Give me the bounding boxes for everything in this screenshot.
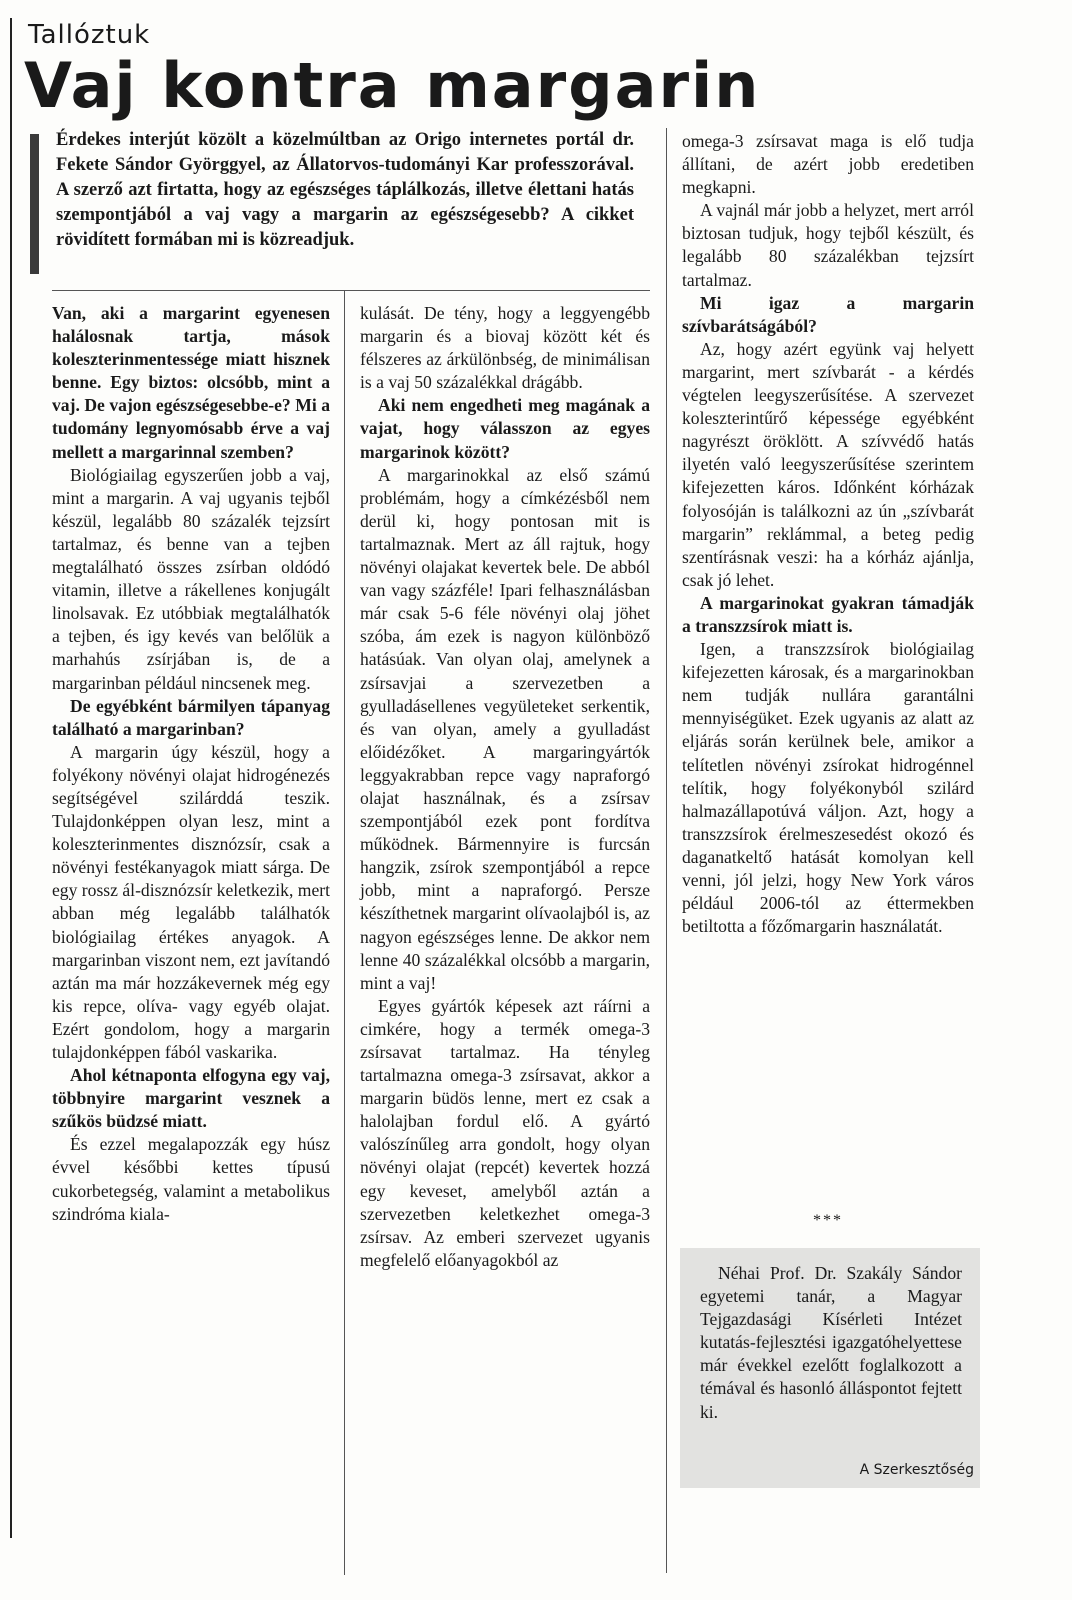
article-column-1 (52, 302, 330, 1226)
answer-paragraph: A vajnál már jobb a helyzet, mert arról biztosan tudjuk, hogy tejből készült, és legalább 80 százalékban tejzsírt tartalmaz. (682, 200, 974, 290)
answer-paragraph: A margarinokkal az első számú problémám, hogy a címkézésből nem derül ki, hogy pontosan mit is tartalmaznak. Mert az áll rajtuk, hogy növényi olajakat kevertek bele. De abból van vagy százféle! Ipari felhasználásban már csak 5-6 féle növényi olaj jöhet szóba, ám ezek is nagyon különböző hatásúak. Van olyan olaj, amelynek a zsírsavjai a szervezetben a gyulladásellenes vegyületeket serkentik, és van olyan, amely a gyulladást előidézőket. A margaringyártók leggyakrabban repce vagy napraforgó olajat használnak, és a zsírsav szempontjából ezek pont fordítva működnek. Bármennyire is furcsán hangzik, zsírok szempontjából a repce jobb, mint a napraforgó. Persze készíthetnek margarint olívaolajból is, az nagyon egészséges lenne. De akkor nem lenne 40 százalékkal olcsóbb a margarin, mint a vaj! (360, 464, 650, 993)
answer-paragraph: kulását. De tény, hogy a leggyengébb margarin és a biovaj között két és félszeres az árkülönbség, de minimálisan is a vaj 50 százalékkal drágább. (360, 303, 650, 393)
page-margin-rule (10, 18, 12, 1538)
question: De egyébként bármilyen tápanyag található a margarinban? (52, 695, 330, 739)
column-divider-2 (666, 128, 667, 1573)
answer-paragraph: A margarin úgy készül, hogy a folyékony növényi olajat hidrogénezés segítségével szilárddá teszik. Tulajdonképpen olyan lesz, mint a koleszterinmentes disznózsír, csak a növényi festékanyagok miatt sárga. De egy rossz ál-disznózsír keletkezik, mert abban még legalább találhatók biológiailag értékes anyagok. A margarinban viszont nem, ezt javítandó aztán ma már hozzákevernek még egy kis repce, olíva- vagy egyéb olajat. Ezért gondolom, hogy a margarin tulajdonképpen fából vaskarika. (52, 741, 330, 1062)
lead-paragraph: Érdekes interjút közölt a közelmúltban az Origo internetes portál dr. Fekete Sándor Györggyel, az Állatorvos-tudományi Kar professzorával. A szerző azt firtatta, hogy az egészséges táplálkozás, illetve élettani hatás szempontjából a vaj vagy a margarin az egészségesebb? A cikket rövidített formában mi is közreadjuk. (56, 130, 634, 250)
answer-paragraph: omega-3 zsírsavat maga is elő tudja állítani, de azért jobb eredetiben megkapni. (682, 131, 974, 198)
lead-divider (52, 290, 650, 291)
signature: A Szerkesztőség (859, 1462, 974, 1478)
article-title: Vaj kontra margarin (24, 49, 761, 122)
section-label: Tallóztuk (28, 20, 151, 50)
answer-paragraph: Biológiailag egyszerűen jobb a vaj, mint a margarin. A vaj ugyanis tejből készül, legalább 80 százalék tejzsírt tartalmaz, és benne van a tejben megtalálható összes zsírban oldódó vitamin, illetve a rákellenes konjugált linolsavak. Ez utóbbiak megtalálhatók a tejben, és igy kevés van belőlük a marhahús zsírjában is, de a margarinban például nincsenek meg. (52, 464, 330, 693)
question: Aki nem engedheti meg magának a vajat, hogy válasszon az egyes margarinok között? (360, 395, 650, 462)
answer-paragraph: Az, hogy azért együnk vaj helyett margarint, mert szívbarát - a kérdés végtelen leegyszerűsítése. A szervezet koleszterintűrő képessége egyébként nagyrészt öröklött. A szívvédő hatás ilyetén való leegyszerűsítése szerintem kifejezetten káros. Időnként kórházak folyosóján is találkozni az ún „szívbarát margarin” reklámmal, a beteg pedig szentírásnak veszi: ha a kórház ajánlja, csak jó lehet. (682, 338, 974, 590)
article-column-2 (360, 302, 650, 1272)
lead-accent-bar (30, 134, 39, 274)
answer-paragraph: És ezzel megalapozzák egy húsz évvel későbbi kettes típusú cukorbetegség, valamint a metabolikus szindróma kiala- (52, 1134, 330, 1224)
editor-note: Néhai Prof. Dr. Szakály Sándor egyetemi tanár, a Magyar Tejgazdasági Kísérleti Intézet kutatás-fejlesztési igazgatóhelyettese már évekkel ezelőtt foglalkozott a témával és hasonló álláspontot fejtett ki. (700, 1263, 962, 1422)
column-divider-1 (344, 290, 345, 1575)
answer-paragraph: Igen, a transzzsírok biológiailag kifejezetten károsak, és a margarinokban nem tudják nullára garantálni mennyiségüket. Ezek ugyanis az alatt az eljárás során kerülnek bele, amikor a telítetlen növényi zsírokat hidrogénnel telítik, hogy folyékonyból szilárd halmazállapotúvá váljon. Azt, hogy a transzzsírok érelmeszesedést okozó és daganatkeltő hatását komolyan kell venni, jól jelzi, hogy New York város például 2006-tól az éttermekben betiltotta a főzőmargarin használatát. (682, 639, 974, 937)
question: Mi igaz a margarin szívbarátságából? (682, 292, 974, 336)
article-column-3 (682, 130, 974, 938)
answer-paragraph: Egyes gyártók képesek azt ráírni a cimkére, hogy a termék omega-3 zsírsavat tartalmaz. Ha tényleg tartalmazna omega-3 zsírsavat, akkor a margarin büdös lenne, mert ez csak a halolajban fordul elő. A gyártó valószínűleg arra gondolt, hogy olyan növényi olajat (repcét) kevertek hozzá egy keveset, amelyből aztán a szervezetben keletkezhet omega-3 zsírsav. Az emberi szervezet ugyanis megfelelő előanyagokból az (360, 995, 650, 1270)
question: A margarinokat gyakran támadják a transzzsírok miatt is. (682, 592, 974, 636)
section-separator: *** (813, 1212, 843, 1229)
question: Van, aki a margarint egyenesen halálosnak tartja, mások koleszterinmentessége miatt hisznek benne. Egy biztos: olcsóbb, mint a vaj. De vajon egészségesebbe-e? Mi a tudomány legnyomósabb érve a vaj mellett a margarinnal szemben? (52, 303, 330, 462)
question: Ahol kétnaponta elfogyna egy vaj, többnyire margarint vesznek a szűkös büdzsé miatt. (52, 1065, 330, 1132)
